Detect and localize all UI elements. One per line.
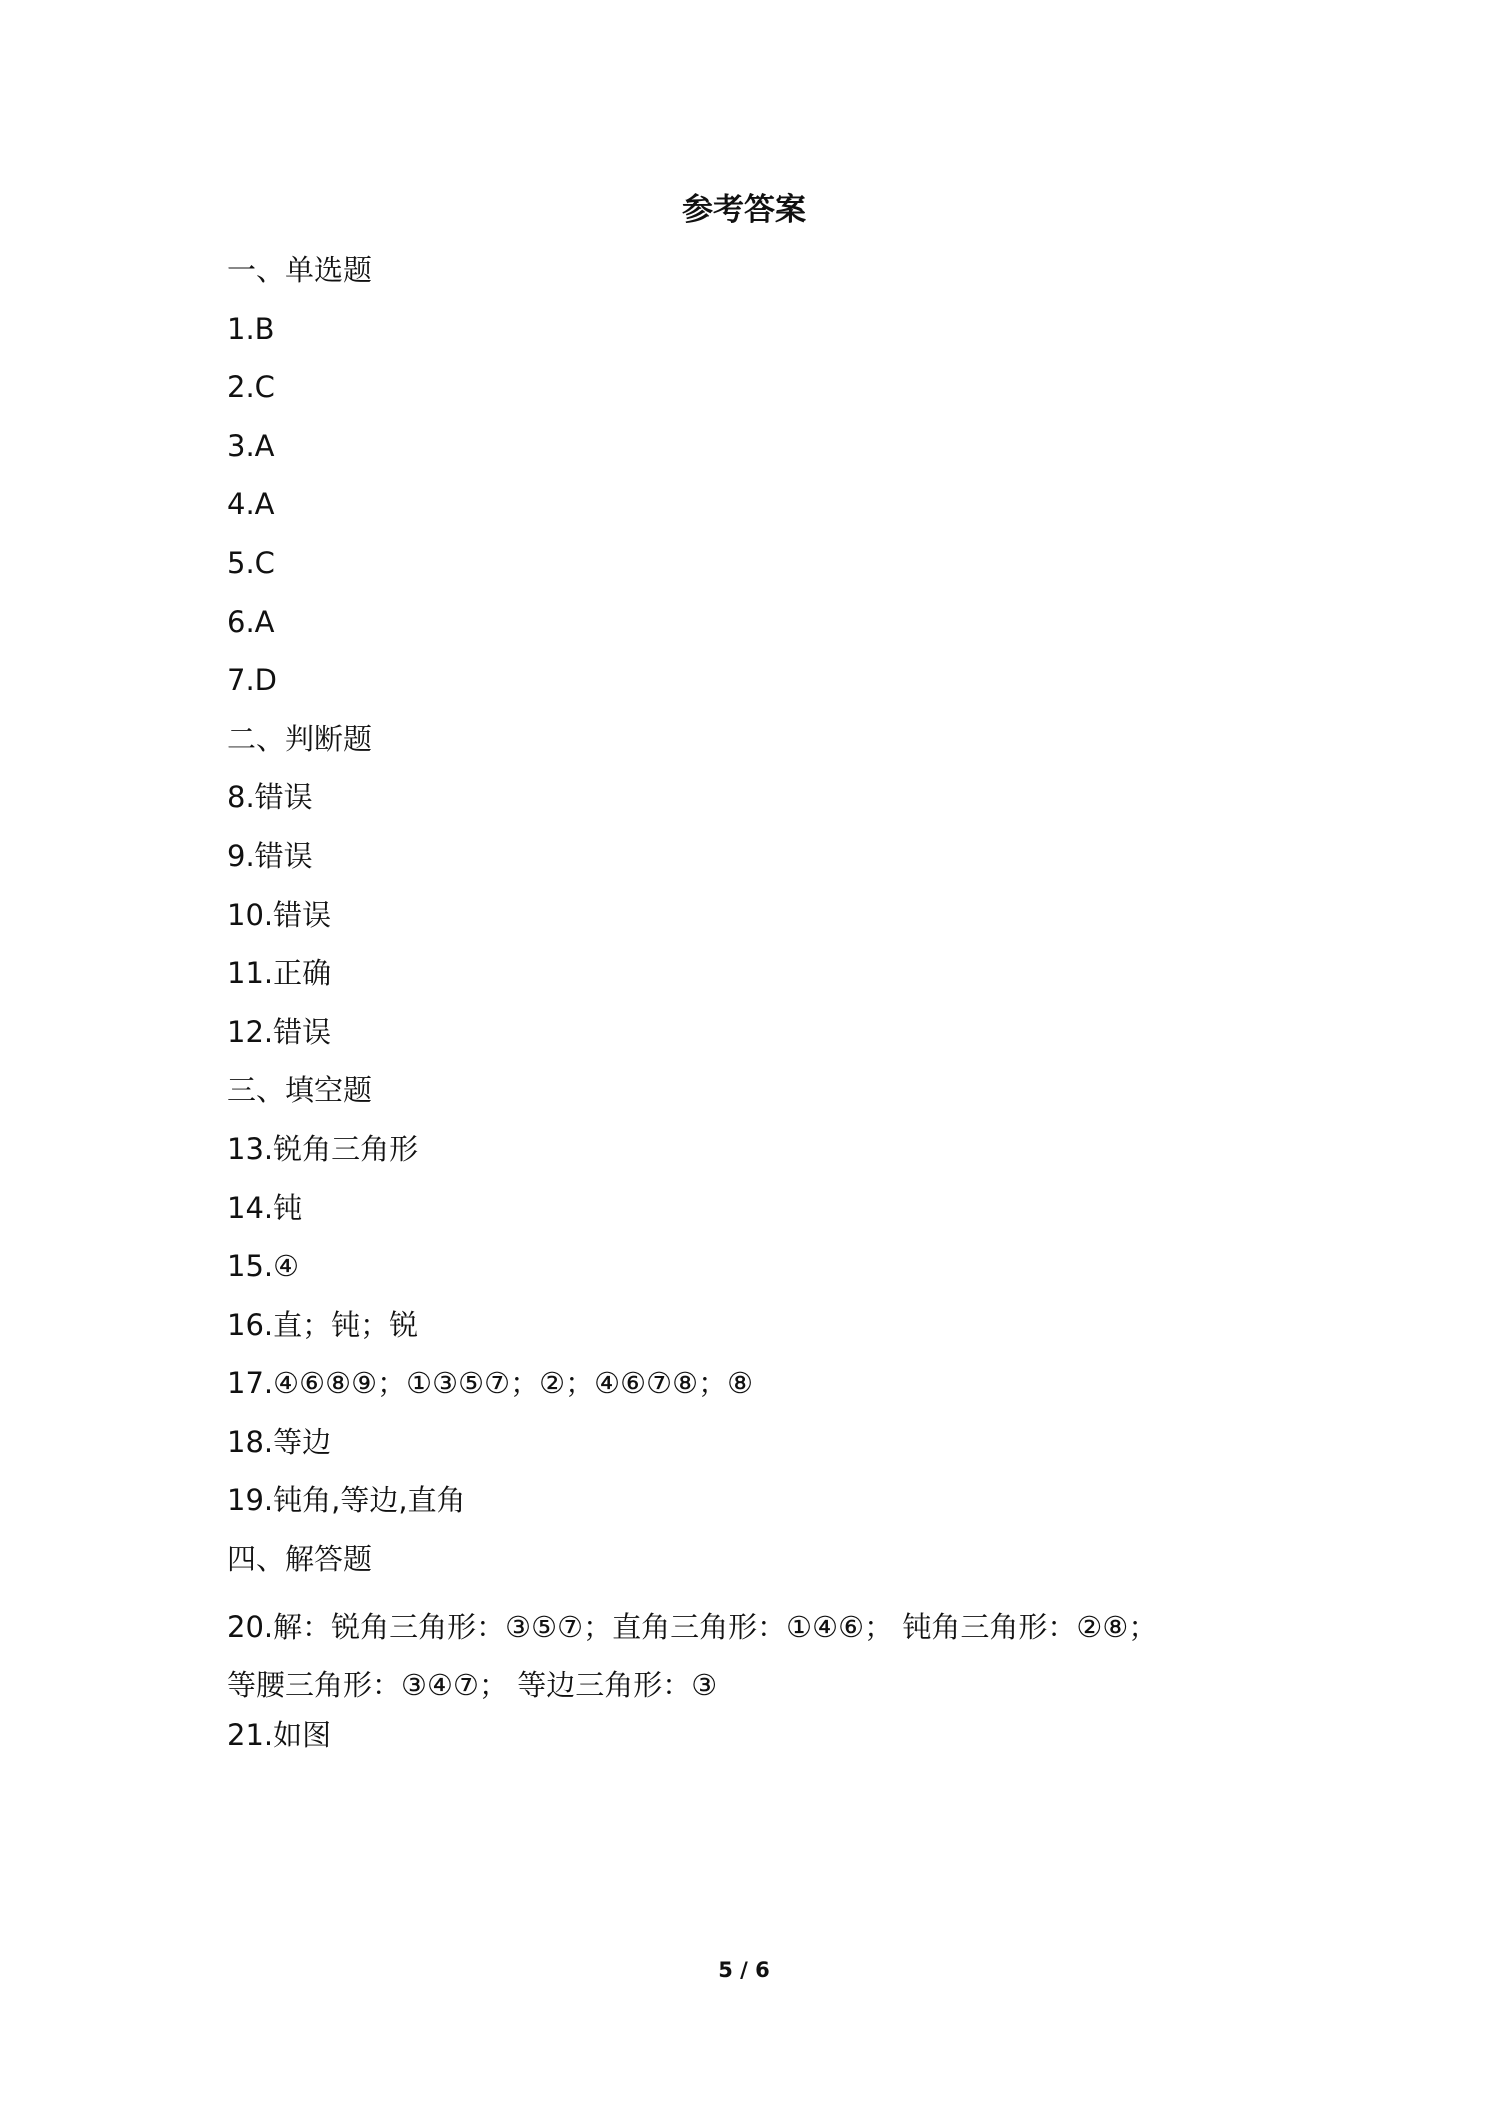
answer-line: 15.④ [227,1249,300,1284]
answer-line: 11.正确 [227,956,332,991]
page-number: 5 / 6 [718,1958,770,1982]
section-heading: 四、解答题 [227,1542,373,1577]
answer-line: 2.C [227,370,275,405]
answer-line: 21.如图 [227,1717,332,1752]
answer-line: 1.B [227,311,275,346]
answer-line: 17.④⑥⑧⑨；①③⑤⑦；②；④⑥⑦⑧；⑧ [227,1366,754,1401]
answer-line: 7.D [227,663,277,698]
answer-line: 16.直；钝；锐 [227,1307,419,1342]
answer-line: 18.等边 [227,1424,332,1459]
answer-line: 4.A [227,487,275,522]
answer-line: 9.错误 [227,838,313,873]
answer-line: 6.A [227,604,275,639]
answer-list [227,250,1307,1773]
answer-line: 5.C [227,545,275,580]
answer-line: 14.钝 [227,1190,303,1225]
answer-line: 8.错误 [227,780,313,815]
answer-line: 10.错误 [227,897,332,932]
answer-line: 19.钝角,等边,直角 [227,1483,466,1518]
answer-line: 3.A [227,428,275,463]
answer-line: 12.错误 [227,1014,332,1049]
section-heading: 一、单选题 [227,253,373,287]
section-heading: 二、判断题 [227,721,373,756]
page-title: 参考答案 [682,192,806,228]
section-heading: 三、填空题 [227,1073,373,1108]
answer-line-multi: 20.解：锐角三角形：③⑤⑦；直角三角形：①④⑥； 钝角三角形：②⑧； 等腰三角形：③④⑦； 等边三角形：③ [227,1609,1158,1703]
answer-line: 13.锐角三角形 [227,1131,419,1166]
